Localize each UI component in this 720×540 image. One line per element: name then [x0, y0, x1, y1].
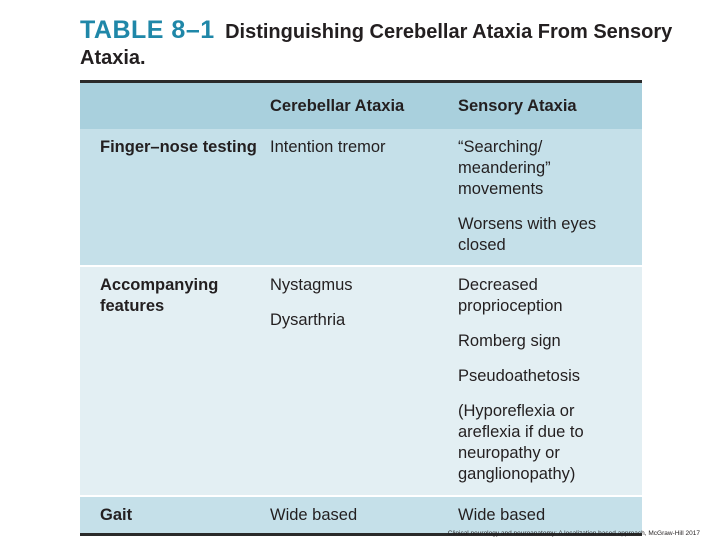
sensory-cell [458, 275, 608, 485]
cerebellar-cell [270, 137, 450, 158]
header-sensory-ataxia: Sensory Ataxia [458, 97, 577, 115]
cerebellar-item: Nystagmus [270, 276, 353, 294]
cerebellar-cell: Wide based [270, 506, 358, 524]
table-title: Distinguishing Cerebellar Ataxia From Sensory Ataxia. [80, 21, 673, 69]
cerebellar-item: Dysarthria [270, 311, 346, 329]
sensory-item: Pseudoathetosis [458, 367, 581, 385]
sensory-item: “Searching/ meandering” movements [458, 138, 551, 198]
cerebellar-cell [270, 275, 450, 331]
table-row-gait [80, 497, 642, 533]
table-number: TABLE 8–1 [80, 16, 215, 44]
sensory-cell [458, 137, 608, 256]
table-header-row [80, 83, 642, 129]
sensory-item: Worsens with eyes closed [458, 215, 597, 254]
comparison-table [80, 80, 642, 536]
table-row-accompanying-features [80, 267, 642, 495]
sensory-item: Decreased proprioception [458, 276, 563, 315]
citation: Clinical neurology and neuroanatomy: A localization based approach, McGraw-Hill 2017 [447, 530, 700, 537]
header-cerebellar-ataxia: Cerebellar Ataxia [270, 97, 405, 115]
cerebellar-item: Intention tremor [270, 138, 386, 156]
sensory-item: (Hyporeflexia or areflexia if due to neuropathy or ganglionopathy) [458, 402, 584, 483]
row-label: Gait [100, 506, 133, 524]
table-row-finger-nose [80, 129, 642, 265]
row-label: Finger–nose testing [100, 138, 257, 156]
table-caption [80, 18, 680, 72]
sensory-item: Romberg sign [458, 332, 561, 350]
sensory-cell: Wide based [458, 506, 546, 524]
row-label: Accompanying features [100, 276, 219, 315]
